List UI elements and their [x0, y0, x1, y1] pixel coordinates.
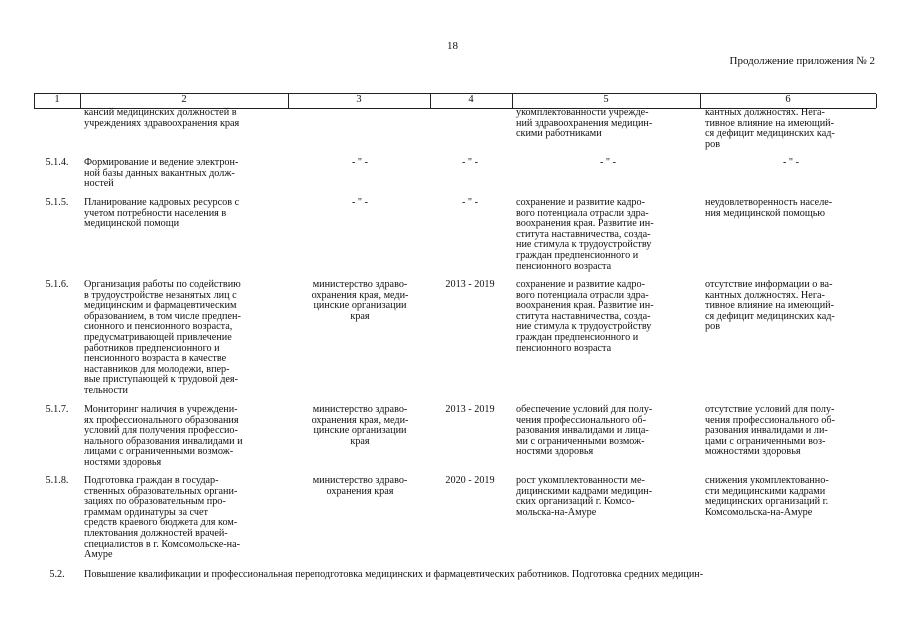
row-period: - " -	[461, 157, 479, 168]
row-result: укомплектованности учрежде- ний здравоохранения медицин- скими работниками	[516, 107, 653, 140]
row-consequence: снижения укомплектованно- сти медицинскими кадрами медицинских организаций г. Комсомольска-на-Амуре	[705, 475, 829, 518]
header-col-3: 3	[356, 94, 362, 105]
row-executor: министерство здраво- охранения края, меди- цинские организации края	[311, 279, 409, 322]
row-consequence: - " -	[782, 157, 800, 168]
row-number: 5.1.4.	[45, 157, 69, 168]
continuation-label: Продолжение приложения № 2	[729, 55, 875, 67]
row-number: 5.1.6.	[45, 279, 69, 290]
row-consequence: неудовлетворенность населе- ния медицинской помощью	[705, 197, 833, 219]
row-description: Организация работы по содействию в трудоустройстве незанятых лиц с медицинским и фармацевтическим образованием, в том числе предпен- сионного и пенсионного возраста, предусматривающей привлечение работников предпенсионного и пенсионного возраста в качестве наставников для молодежи, впер- вые приступающей к трудовой дея- тельности	[84, 279, 241, 396]
row-period: - " -	[461, 197, 479, 208]
row-description: Подготовка граждан в государ- ственных образовательных органи- зациях по образовательным про- граммам ординатуры за счет средств краевого бюджета для ком- плектования должностей врачей- специалистов в г. Комсомольске-на- Амуре	[84, 475, 241, 561]
row-description: Мониторинг наличия в учреждени- ях профессионального образования условий для получения профессио- нального образования инвалидами и лицами с ограниченными возмож- ностями здоровья	[84, 404, 243, 468]
row-executor: министерство здраво- охранения края, меди- цинские организации края	[311, 404, 409, 447]
row-period: 2020 - 2019	[445, 475, 495, 486]
row-number: 5.1.7.	[45, 404, 69, 415]
row-executor: - " -	[351, 157, 369, 168]
header-col-5: 5	[603, 94, 609, 105]
row-executor: министерство здраво- охранения края	[312, 475, 408, 497]
table-top-rule	[34, 93, 876, 94]
row-number: 5.1.8.	[45, 475, 69, 486]
row-result: сохранение и развитие кадро- вого потенциала отрасли здра- воохранения края. Развитие ин- ститута наставничества, созда- ние стимула к трудоустройству граждан предпенсионного и пенсионного возраста	[516, 197, 654, 272]
row-consequence: кантных должностях. Нега- тивное влияние на имеющий- ся дефицит медицинских кад- ров	[705, 107, 835, 150]
row-result: - " -	[599, 157, 617, 168]
row-executor: - " -	[351, 197, 369, 208]
row-number: 5.2.	[49, 569, 65, 580]
row-result: рост укомплектованности ме- дицинскими кадрами медицин- ских организаций г. Комсо- мольска-на-Амуре	[516, 475, 653, 518]
header-col-4: 4	[468, 94, 474, 105]
row-consequence: отсутствие информации о ва- кантных должностях. Нега- тивное влияние на имеющий- ся дефицит медицинских кад- ров	[705, 279, 835, 333]
header-col-1: 1	[54, 94, 60, 105]
row-result: сохранение и развитие кадро- вого потенциала отрасли здра- воохранения края. Развитие ин- ститута наставничества, созда- ние стимула к трудоустройству граждан предпенсионного и пенсионного возраста	[516, 279, 654, 354]
row-description: кансий медицинских должностей в учреждениях здравоохранения края	[84, 107, 240, 129]
row-description: Формирование и ведение электрон- ной базы данных вакантных долж- ностей	[84, 157, 239, 190]
row-period: 2013 - 2019	[445, 404, 495, 415]
row-description: Планирование кадровых ресурсов с учетом потребности населения в медицинской помощи	[84, 197, 240, 230]
header-col-6: 6	[785, 94, 791, 105]
row-number: 5.1.5.	[45, 197, 69, 208]
row-result: обеспечение условий для полу- чения профессионального об- разования инвалидами и лица- ми с ограниченными возмож- ностями здоровья	[516, 404, 653, 458]
header-col-2: 2	[181, 94, 187, 105]
row-consequence: отсутствие условий для полу- чения профессионального об- разования инвалидами и ли- цами с ограниченными воз- можностями здоровья	[705, 404, 835, 458]
header-divider	[876, 94, 877, 108]
section-heading-text: Повышение квалификации и профессиональная переподготовка медицинских и фармацевтических работников. Подготовка средних медицин-	[84, 569, 704, 580]
row-period: 2013 - 2019	[445, 279, 495, 290]
page-number: 18	[447, 40, 458, 52]
